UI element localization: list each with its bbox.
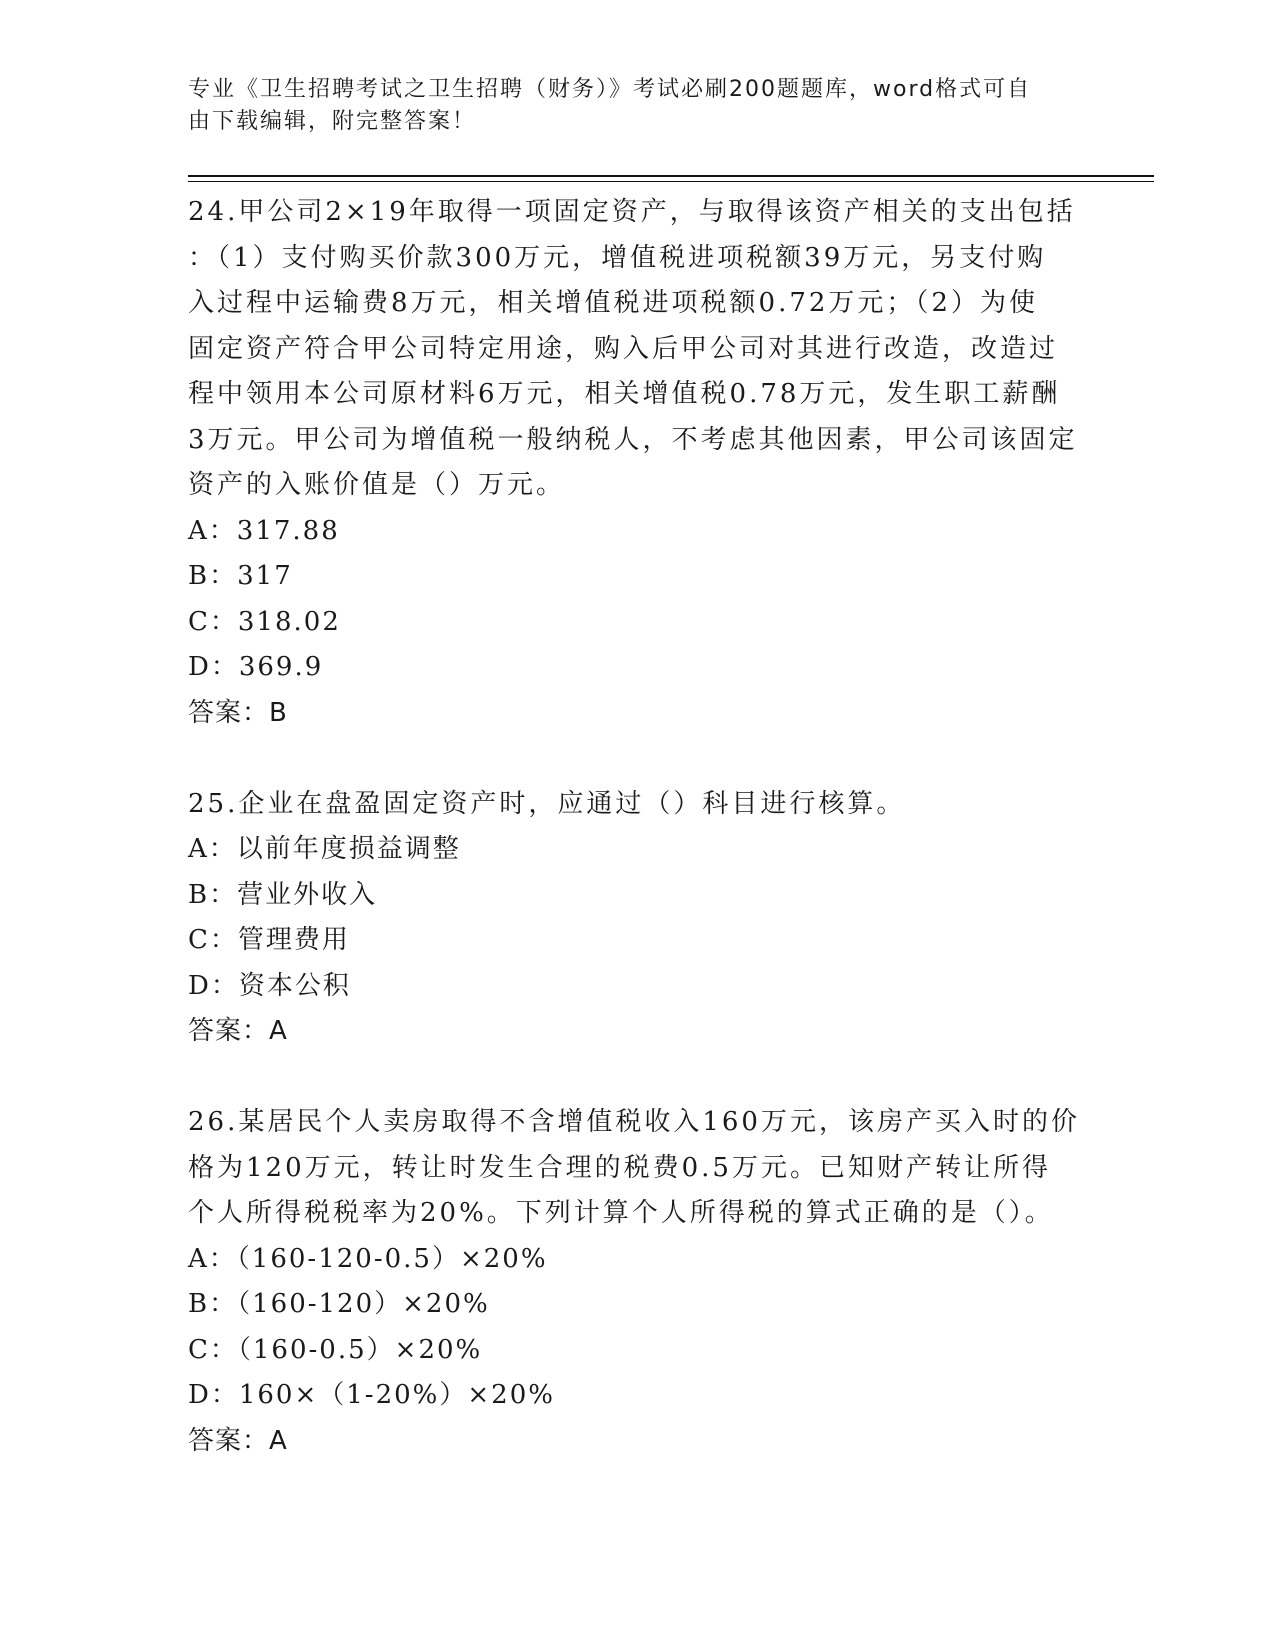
header-divider-thin [188, 181, 1154, 182]
stem-line: 24.甲公司2×19年取得一项固定资产，与取得该资产相关的支出包括 [188, 197, 1076, 227]
option-a: A：317.88 [188, 515, 340, 546]
stem-line: 个人所得税税率为20%。下列计算个人所得税的算式正确的是（）。 [188, 1198, 1054, 1228]
header-line: 由下载编辑，附完整答案！ [188, 109, 477, 134]
option-b: B：（160-120）×20% [188, 1289, 490, 1319]
stem-line: 资产的入账价值是（）万元。 [188, 470, 566, 500]
question-stem [188, 190, 1088, 509]
stem-line: 程中领用本公司原材料6万元，相关增值税0.78万元，发生职工薪酬 [188, 379, 1061, 409]
option-d: D：160×（1-20%）×20% [188, 1380, 555, 1410]
stem-line: 26.某居民个人卖房取得不含增值税收入160万元，该房产买入时的价 [188, 1107, 1080, 1137]
option-d: D：369.9 [188, 652, 324, 682]
stem-line: ：（1）支付购买价款300万元，增值税进项税额39万元，另支付购 [188, 242, 1047, 273]
header-line: 专业《卫生招聘考试之卫生招聘（财务）》考试必刷200题题库，word格式可自 [188, 77, 1032, 102]
header-divider [188, 175, 1154, 177]
option-a: A：以前年度损益调整 [188, 834, 461, 864]
option-b: B：营业外收入 [188, 879, 378, 910]
question-stem [188, 782, 1088, 828]
answer-line: 答案：A [188, 1425, 288, 1456]
stem-line: 25.企业在盘盈固定资产时，应通过（）科目进行核算。 [188, 788, 906, 819]
option-d: D：资本公积 [188, 970, 351, 1001]
option-b: B：317 [188, 561, 293, 591]
option-c: C：318.02 [188, 606, 341, 637]
question-spacer [188, 1055, 1088, 1101]
question-list [188, 190, 1088, 1464]
option-c: C：（160-0.5）×20% [188, 1334, 483, 1365]
stem-line: 3万元。甲公司为增值税一般纳税人，不考虑其他因素，甲公司该固定 [188, 424, 1078, 455]
option-c: C：管理费用 [188, 925, 350, 955]
question-25 [188, 782, 1088, 1055]
question-24 [188, 190, 1088, 736]
answer-line: 答案：A [188, 1016, 288, 1046]
stem-line: 格为120万元，转让时发生合理的税费0.5万元。已知财产转让所得 [188, 1152, 1051, 1183]
stem-line: 固定资产符合甲公司特定用途，购入后甲公司对其进行改造，改造过 [188, 333, 1059, 364]
question-stem [188, 1100, 1088, 1237]
document-header [188, 74, 1078, 138]
answer-line: 答案：B [188, 697, 288, 728]
question-spacer [188, 736, 1088, 782]
stem-line: 入过程中运输费8万元，相关增值税进项税额0.72万元；（2）为使 [188, 288, 1038, 318]
option-a: A：（160-120-0.5）×20% [188, 1243, 548, 1274]
question-26 [188, 1100, 1088, 1464]
